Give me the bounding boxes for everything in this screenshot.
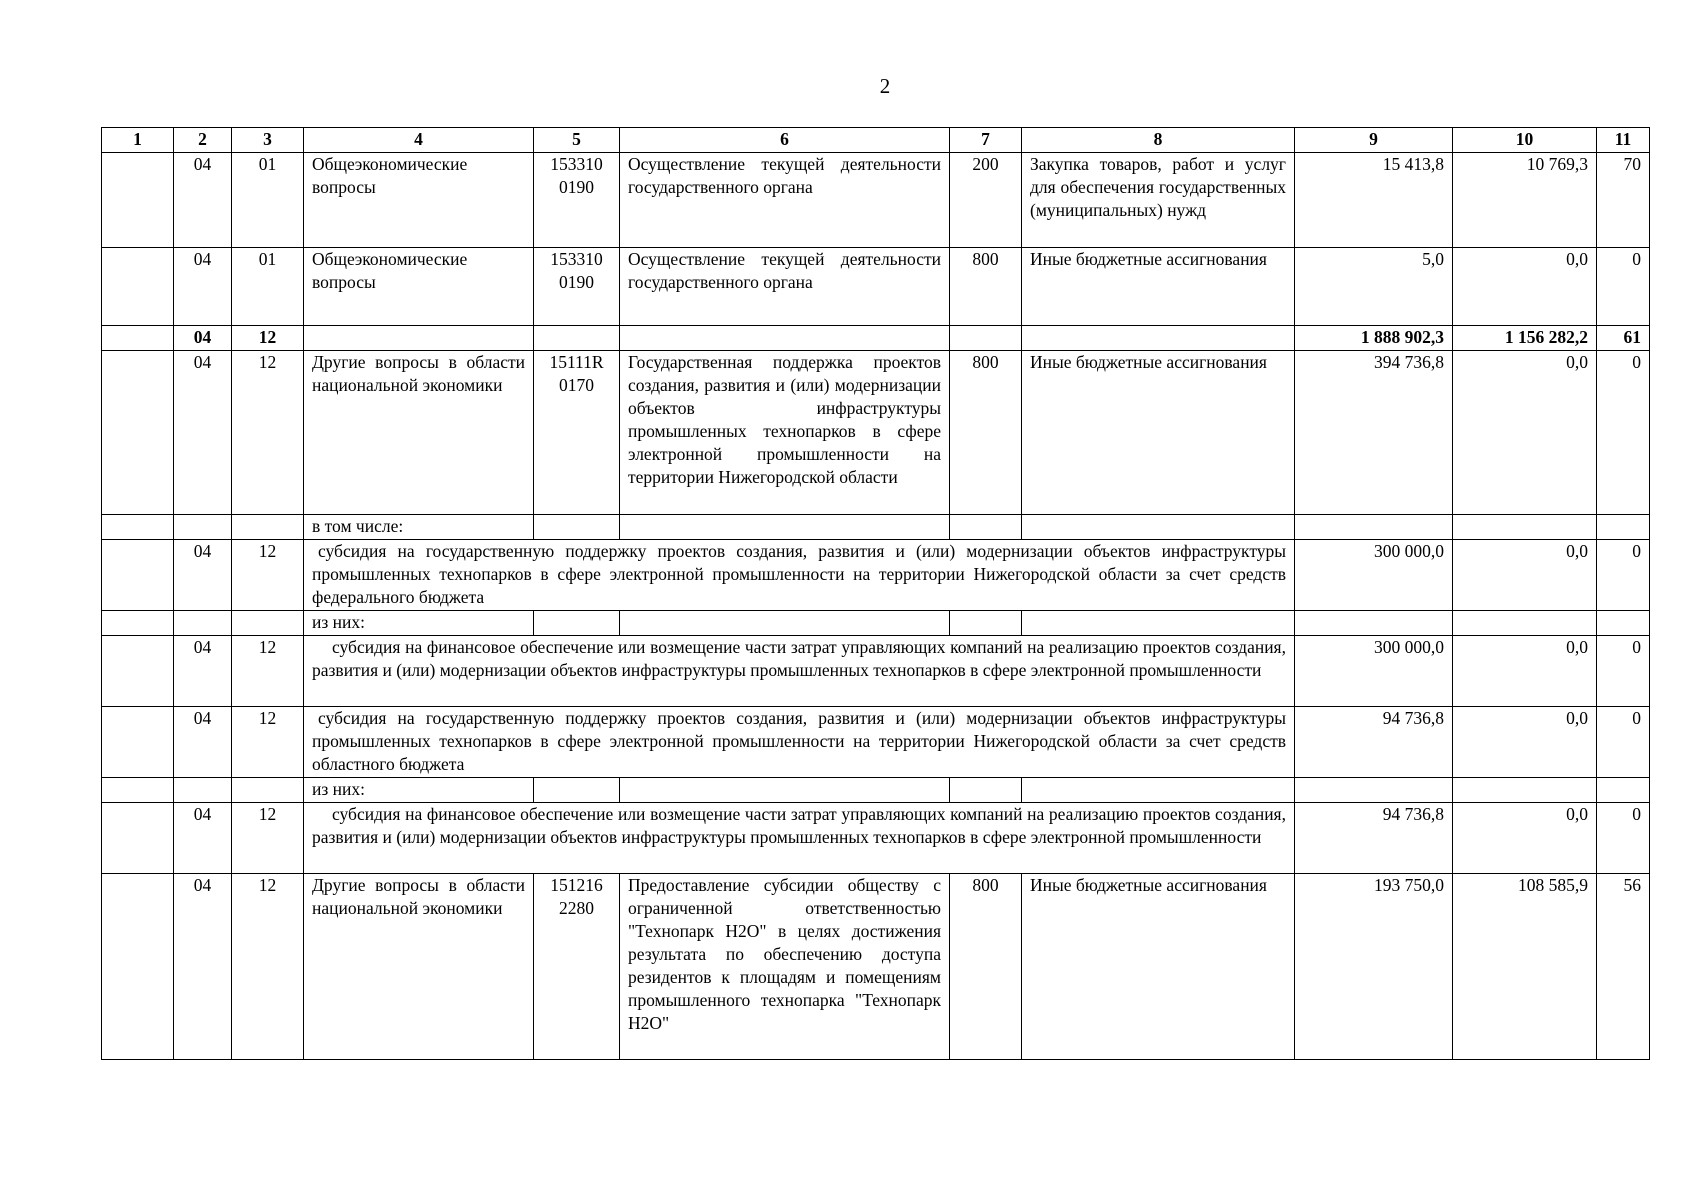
col-header: 1 xyxy=(102,128,174,153)
section-code: 04 xyxy=(174,707,232,778)
section-code: 04 xyxy=(174,803,232,874)
col-header: 8 xyxy=(1022,128,1295,153)
col-header: 10 xyxy=(1453,128,1597,153)
col-header: 2 xyxy=(174,128,232,153)
subsection-code: 12 xyxy=(232,636,304,707)
plan-value: 193 750,0 xyxy=(1295,874,1453,1060)
table-row xyxy=(102,803,1650,874)
target-name: Осуществление текущей деятельности государственного органа xyxy=(620,153,950,248)
row-label: из них: xyxy=(304,778,534,803)
plan-value: 15 413,8 xyxy=(1295,153,1453,248)
expense-name: Закупка товаров, работ и услуг для обеспечения государственных (муниципальных) нужд xyxy=(1022,153,1295,248)
expense-name: Иные бюджетные ассигнования xyxy=(1022,248,1295,326)
subsection-code: 12 xyxy=(232,326,304,351)
actual-value: 108 585,9 xyxy=(1453,874,1597,1060)
subtotal-row xyxy=(102,326,1650,351)
subsidy-description: субсидия на государственную поддержку проектов создания, развития и (или) модернизации объектов инфраструктуры промышленных технопарков в сфере электронной промышленности на территории Нижегородской области за счет средств федерального бюджета xyxy=(304,540,1295,611)
actual-value: 0,0 xyxy=(1453,351,1597,515)
expense-code: 200 xyxy=(950,153,1022,248)
table-row xyxy=(102,636,1650,707)
target-name: Предоставление субсидии обществу с ограниченной ответственностью "Технопарк H2O" в целях достижения результата по обеспечению доступа резидентов к площадям и помещениям промышленного технопарка "Технопарк H2O" xyxy=(620,874,950,1060)
subsection-name: Другие вопросы в области национальной экономики xyxy=(304,874,534,1060)
expense-name: Иные бюджетные ассигнования xyxy=(1022,874,1295,1060)
col-header: 7 xyxy=(950,128,1022,153)
col-header: 11 xyxy=(1597,128,1650,153)
expense-code: 800 xyxy=(950,351,1022,515)
label-row xyxy=(102,778,1650,803)
row-label: из них: xyxy=(304,611,534,636)
percent-value: 0 xyxy=(1597,707,1650,778)
section-code: 04 xyxy=(174,153,232,248)
target-name: Государственная поддержка проектов создания, развития и (или) модернизации объектов инфраструктуры промышленных технопарков в сфере электронной промышленности на территории Нижегородской области xyxy=(620,351,950,515)
subsection-code: 12 xyxy=(232,707,304,778)
actual-value: 0,0 xyxy=(1453,636,1597,707)
section-code: 04 xyxy=(174,326,232,351)
actual-total: 1 156 282,2 xyxy=(1453,326,1597,351)
subsection-name: Общеэкономические вопросы xyxy=(304,153,534,248)
row-label: в том числе: xyxy=(304,515,534,540)
expense-name: Иные бюджетные ассигнования xyxy=(1022,351,1295,515)
table-row xyxy=(102,351,1650,515)
page-number: 2 xyxy=(879,74,891,98)
subsection-code: 12 xyxy=(232,874,304,1060)
plan-value: 300 000,0 xyxy=(1295,636,1453,707)
subsection-name: Общеэкономические вопросы xyxy=(304,248,534,326)
label-row xyxy=(102,611,1650,636)
subsection-code: 12 xyxy=(232,540,304,611)
table-row xyxy=(102,153,1650,248)
target-code: 153310 0190 xyxy=(534,248,620,326)
percent-value: 0 xyxy=(1597,540,1650,611)
col-header: 3 xyxy=(232,128,304,153)
plan-value: 300 000,0 xyxy=(1295,540,1453,611)
header-row xyxy=(102,128,1650,153)
percent-value: 0 xyxy=(1597,803,1650,874)
percent-total: 61 xyxy=(1597,326,1650,351)
actual-value: 0,0 xyxy=(1453,803,1597,874)
subsection-name: Другие вопросы в области национальной экономики xyxy=(304,351,534,515)
plan-value: 394 736,8 xyxy=(1295,351,1453,515)
subsection-code: 12 xyxy=(232,351,304,515)
subsidy-description: субсидия на финансовое обеспечение или возмещение части затрат управляющих компаний на реализацию проектов создания, развития и (или) модернизации объектов инфраструктуры промышленных технопарков в сфере электронной промышленности xyxy=(304,803,1295,874)
actual-value: 0,0 xyxy=(1453,540,1597,611)
subsidy-description: субсидия на финансовое обеспечение или возмещение части затрат управляющих компаний на реализацию проектов создания, развития и (или) модернизации объектов инфраструктуры промышленных технопарков в сфере электронной промышленности xyxy=(304,636,1295,707)
expense-code: 800 xyxy=(950,248,1022,326)
plan-value: 94 736,8 xyxy=(1295,803,1453,874)
target-code: 151216 2280 xyxy=(534,874,620,1060)
percent-value: 0 xyxy=(1597,636,1650,707)
table-row xyxy=(102,874,1650,1060)
col-header: 9 xyxy=(1295,128,1453,153)
section-code: 04 xyxy=(174,540,232,611)
section-code: 04 xyxy=(174,874,232,1060)
target-code: 153310 0190 xyxy=(534,153,620,248)
subsection-code: 01 xyxy=(232,153,304,248)
col-header: 6 xyxy=(620,128,950,153)
section-code: 04 xyxy=(174,351,232,515)
table-row xyxy=(102,248,1650,326)
expense-code: 800 xyxy=(950,874,1022,1060)
target-name: Осуществление текущей деятельности государственного органа xyxy=(620,248,950,326)
plan-total: 1 888 902,3 xyxy=(1295,326,1453,351)
percent-value: 0 xyxy=(1597,248,1650,326)
percent-value: 0 xyxy=(1597,351,1650,515)
percent-value: 70 xyxy=(1597,153,1650,248)
actual-value: 0,0 xyxy=(1453,707,1597,778)
table-row xyxy=(102,707,1650,778)
budget-table xyxy=(101,127,1650,1060)
actual-value: 10 769,3 xyxy=(1453,153,1597,248)
subsection-code: 12 xyxy=(232,803,304,874)
section-code: 04 xyxy=(174,248,232,326)
plan-value: 94 736,8 xyxy=(1295,707,1453,778)
col-header: 5 xyxy=(534,128,620,153)
subsidy-description: субсидия на государственную поддержку проектов создания, развития и (или) модернизации объектов инфраструктуры промышленных технопарков в сфере электронной промышленности на территории Нижегородской области за счет средств областного бюджета xyxy=(304,707,1295,778)
section-code: 04 xyxy=(174,636,232,707)
plan-value: 5,0 xyxy=(1295,248,1453,326)
percent-value: 56 xyxy=(1597,874,1650,1060)
label-row xyxy=(102,515,1650,540)
table-row xyxy=(102,540,1650,611)
col-header: 4 xyxy=(304,128,534,153)
actual-value: 0,0 xyxy=(1453,248,1597,326)
subsection-code: 01 xyxy=(232,248,304,326)
target-code: 15111R 0170 xyxy=(534,351,620,515)
